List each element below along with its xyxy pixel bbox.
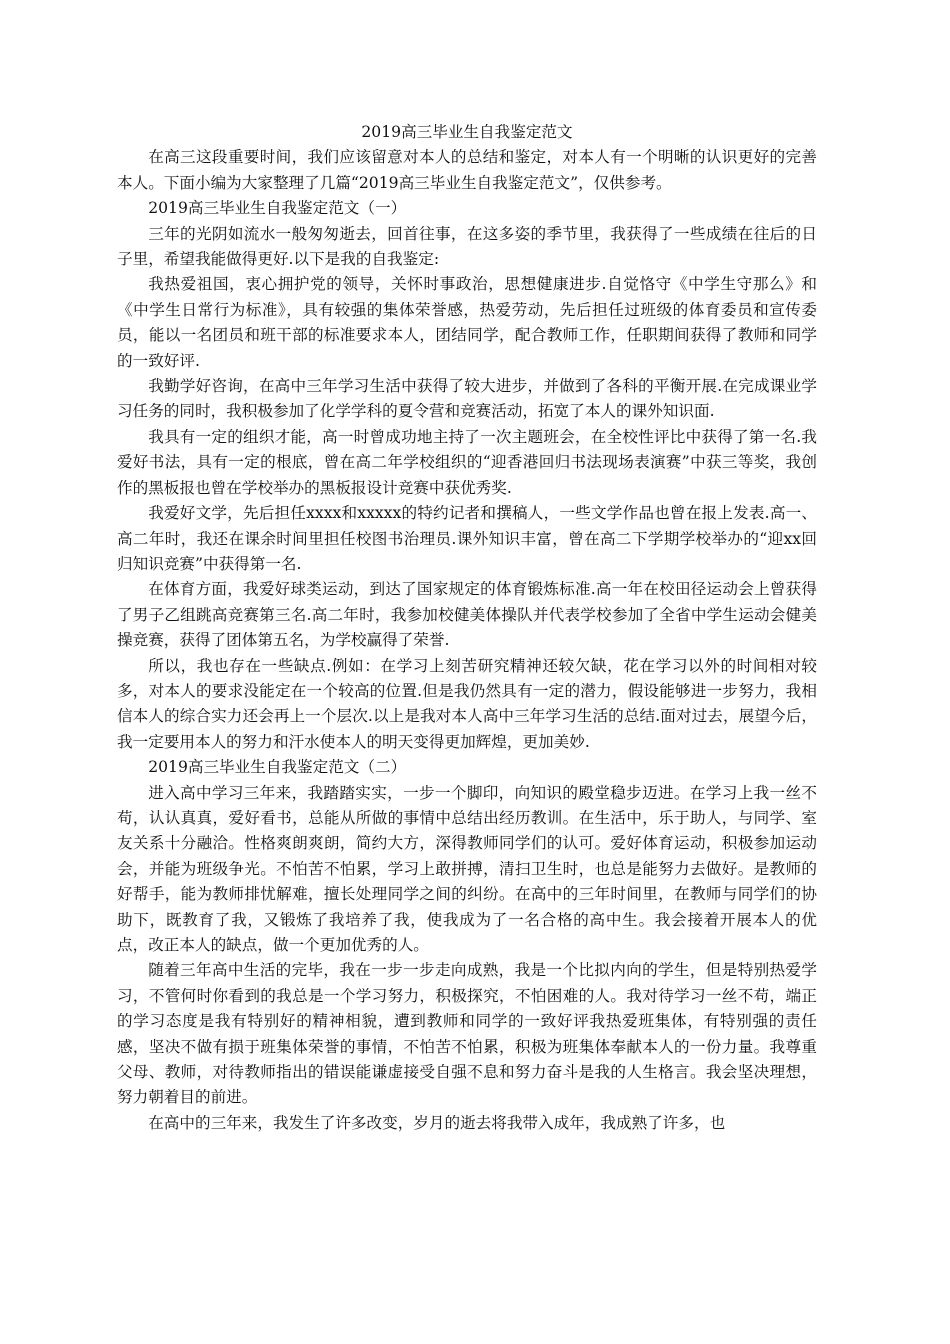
section-1-heading: 2019高三毕业生自我鉴定范文（一） bbox=[148, 199, 407, 218]
section-1-paragraph: 三年的光阴如流水一般匆匆逝去，回首往事，在这多姿的季节里，我获得了一些成绩在往后的日子里，希望我能做得更好.以下是我的自我鉴定: bbox=[117, 224, 817, 269]
section-2-paragraph: 随着三年高中生活的完毕，我在一步一步走向成熟，我是一个比拟内向的学生，但是特别热爱学习，不管何时你看到的我总是一个学习努力，积极探究，不怕困难的人。我对待学习一丝不苟，端正的学习态度是我有特别好的精神相貌，遭到教师和同学的一致好评我热爱班集体，有特别强的责任感，坚决不做有损于班集体荣誉的事情，不怕苦不怕累，积极为班集体奉献本人的一份力量。我尊重父母、教师，对待教师指出的错误能谦虚接受自强不息和努力奋斗是我的人生格言。我会坚决理想，努力朝着目的前进。 bbox=[117, 961, 817, 1107]
document-title: 2019高三毕业生自我鉴定范文 bbox=[361, 123, 573, 141]
section-2-paragraph: 进入高中学习三年来，我踏踏实实，一步一个脚印，向知识的殿堂稳步迈进。在学习上我一丝不苟，认认真真，爱好看书，总能从所做的事情中总结出经历教训。在生活中，乐于助人，与同学、室友关系十分融洽。性格爽朗爽朗，简约大方，深得教师同学们的认可。爱好体育运动，积极参加运动会，并能为班级争光。不怕苦不怕累，学习上敢拼搏，清扫卫生时，也总是能努力去做好。是教师的好帮手，能为教师排忧解难，擅长处理同学之间的纠纷。在高中的三年时间里，在教师与同学们的协助下，既教育了我，又锻炼了我培养了我，使我成为了一名合格的高中生。我会接着开展本人的优点，改正本人的缺点，做一个更加优秀的人。 bbox=[117, 783, 817, 954]
section-1-paragraph: 在体育方面，我爱好球类运动，到达了国家规定的体育锻炼标准.高一年在校田径运动会上曾获得了男子乙组跳高竞赛第三名.高二年时，我参加校健美体操队并代表学校参加了全省中学生运动会健美操竞赛，获得了团体第五名，为学校赢得了荣誉. bbox=[117, 580, 817, 650]
section-2-paragraph: 在高中的三年来，我发生了许多改变，岁月的逝去将我带入成年，我成熟了许多，也 bbox=[148, 1113, 726, 1132]
section-1-paragraph: 我热爱祖国，衷心拥护党的领导，关怀时事政治，思想健康进步.自觉恪守《中学生守那么》和《中学生日常行为标准》，具有较强的集体荣誉感，热爱劳动，先后担任过班级的体育委员和宣传委员，能以一名团员和班干部的标准要求本人，团结同学，配合教师工作，任职期间获得了教师和同学的一致好评. bbox=[117, 275, 817, 370]
section-1-paragraph: 我爱好文学，先后担任xxxx和xxxxx的特约记者和撰稿人，一些文学作品也曾在报上发表.高一、高二年时，我还在课余时间里担任校图书治理员.课外知识丰富，曾在高二下学期学校举办的“迎xx回归知识竞赛”中获得第一名. bbox=[117, 504, 817, 573]
section-2-heading: 2019高三毕业生自我鉴定范文（二） bbox=[148, 758, 407, 777]
section-1-paragraph: 所以，我也存在一些缺点.例如：在学习上刻苦研究精神还较欠缺，花在学习以外的时间相对较多，对本人的要求没能定在一个较高的位置.但是我仍然具有一定的潜力，假设能够进一步努力，我相信本人的综合实力还会再上一个层次.以上是我对本人高中三年学习生活的总结.面对过去，展望今后，我一定要用本人的努力和汗水使本人的明天变得更加辉煌，更加美妙. bbox=[117, 656, 817, 751]
intro-paragraph: 在高三这段重要时间，我们应该留意对本人的总结和鉴定，对本人有一个明晰的认识更好的完善本人。下面小编为大家整理了几篇“2019高三毕业生自我鉴定范文”，仅供参考。 bbox=[117, 148, 817, 192]
document-page bbox=[117, 120, 817, 1136]
section-1-paragraph: 我勤学好咨询，在高中三年学习生活中获得了较大进步，并做到了各科的平衡开展.在完成课业学习任务的同时，我积极参加了化学学科的夏令营和竞赛活动，拓宽了本人的课外知识面. bbox=[117, 377, 817, 421]
section-1-paragraph: 我具有一定的组织才能，高一时曾成功地主持了一次主题班会，在全校性评比中获得了第一名.我爱好书法，具有一定的根底，曾在高二年学校组织的“迎香港回归书法现场表演赛”中获三等奖，我创作的黑板报也曾在学校举办的黑板报设计竞赛中获优秀奖. bbox=[117, 427, 817, 497]
